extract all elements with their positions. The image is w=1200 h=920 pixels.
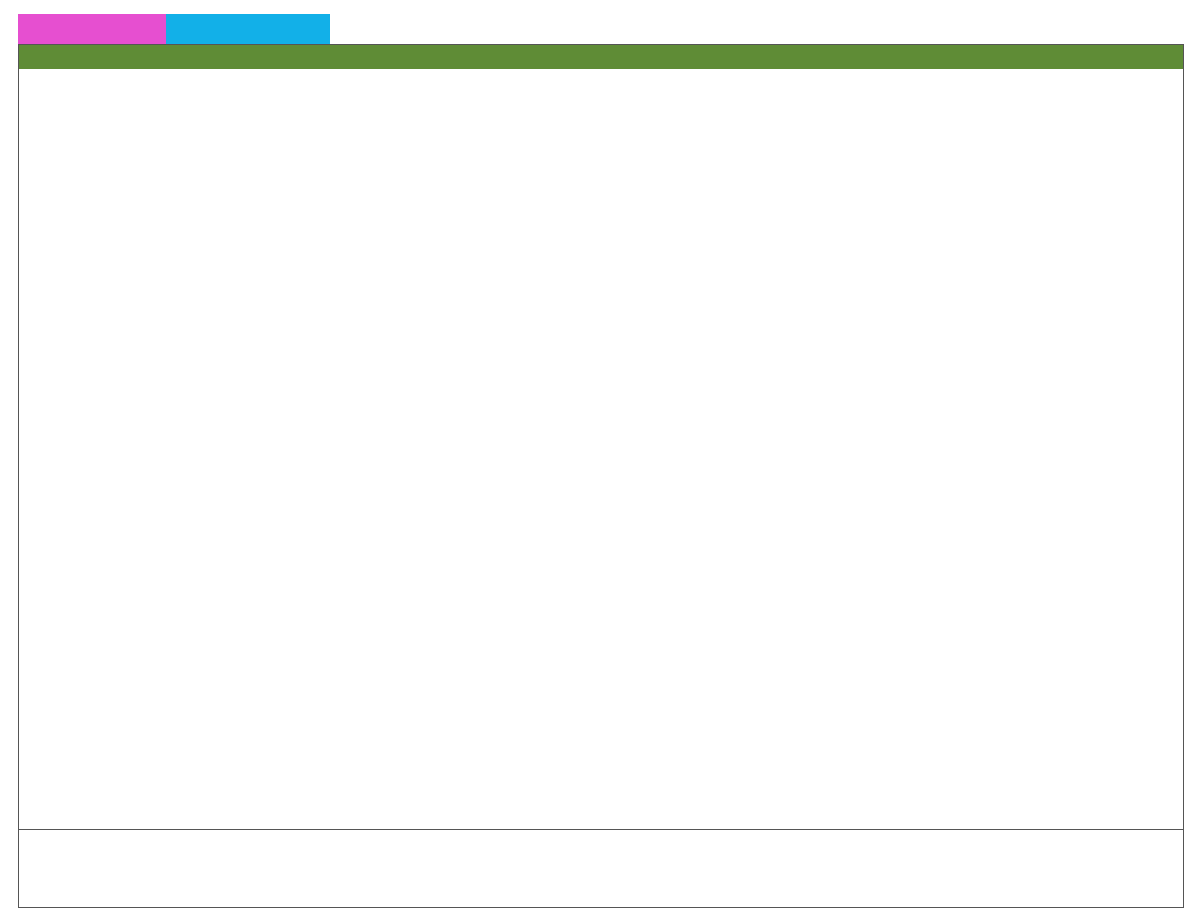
month-label	[166, 14, 330, 44]
notes-footer	[18, 830, 1184, 908]
year-label	[18, 14, 166, 44]
schedule-calendar	[18, 44, 1184, 830]
weekday-header	[19, 45, 1183, 69]
footer-line-1	[41, 830, 1161, 842]
